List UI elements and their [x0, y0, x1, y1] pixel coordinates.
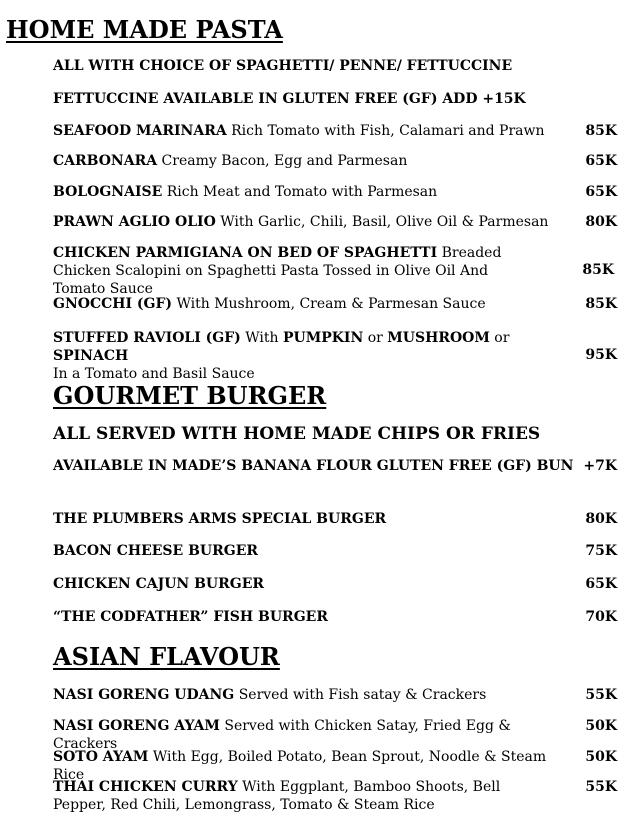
- item-price: 55K: [585, 779, 617, 795]
- item-name: SEAFOOD MARINARA: [53, 123, 227, 139]
- item-price: 95K: [585, 347, 617, 363]
- item-desc: With Garlic, Chili, Basil, Olive Oil & Parmesan: [215, 214, 549, 230]
- burger-note-gluten-free: AVAILABLE IN MADE’S BANANA FLOUR GLUTEN FREE (GF) BUN: [53, 458, 574, 474]
- menu-item-bacon-cheese-burger: [53, 542, 563, 560]
- item-desc: Served with Fish satay & Crackers: [234, 687, 487, 703]
- item-price: 65K: [585, 153, 617, 169]
- item-name: PRAWN AGLIO OLIO: [53, 214, 216, 230]
- item-name: BOLOGNAISE: [53, 184, 163, 200]
- item-name: BACON CHEESE BURGER: [53, 543, 259, 559]
- section-title-asian: ASIAN FLAVOUR: [53, 642, 280, 671]
- item-desc: In a Tomato and Basil Sauce: [53, 366, 255, 382]
- item-price: 85K: [585, 123, 617, 139]
- item-price: 80K: [585, 511, 617, 527]
- item-price: 65K: [585, 184, 617, 200]
- menu-item-chicken-parmigiana: [53, 244, 543, 298]
- menu-item-stuffed-ravioli: [53, 329, 563, 383]
- pasta-note-gluten-free: FETTUCCINE AVAILABLE IN GLUTEN FREE (GF) ADD +15K: [53, 91, 526, 107]
- menu-item-chicken-cajun-burger: [53, 575, 563, 593]
- pasta-note-choice: ALL WITH CHOICE OF SPAGHETTI/ PENNE/ FETTUCCINE: [53, 58, 513, 74]
- section-title-pasta: HOME MADE PASTA: [6, 15, 283, 44]
- item-name: CHICKEN PARMIGIANA ON BED OF SPAGHETTI: [53, 245, 438, 261]
- item-desc: or: [489, 330, 510, 346]
- item-desc: Rich Meat and Tomato with Parmesan: [162, 184, 438, 200]
- item-desc: Rich Tomato with Fish, Calamari and Prawn: [226, 123, 545, 139]
- item-price: 55K: [585, 687, 617, 703]
- item-name: THE PLUMBERS ARMS SPECIAL BURGER: [53, 511, 387, 527]
- item-name: “THE CODFATHER” FISH BURGER: [53, 609, 328, 625]
- menu-item-codfather-fish-burger: [53, 608, 563, 626]
- menu-item-gnocchi: [53, 295, 563, 313]
- item-name: GNOCCHI (GF): [53, 296, 173, 312]
- item-price: 50K: [585, 718, 617, 734]
- item-name: CHICKEN CAJUN BURGER: [53, 576, 265, 592]
- ravioli-option-pumpkin: PUMPKIN: [282, 330, 364, 346]
- item-price: 70K: [585, 609, 617, 625]
- item-price: 50K: [585, 749, 617, 765]
- item-price: 65K: [585, 576, 617, 592]
- item-desc: With: [240, 330, 283, 346]
- menu-item-prawn-aglio-olio: [53, 213, 563, 231]
- item-price: 75K: [585, 543, 617, 559]
- item-desc: With Eggplant, Bamboo Shoots, Bell Pepper, Red Chili, Lemongrass, Tomato & Steam Rice: [53, 779, 501, 813]
- item-name: THAI CHICKEN CURRY: [53, 779, 238, 795]
- menu-item-seafood-marinara: [53, 122, 563, 140]
- item-desc: With Egg, Boiled Potato, Bean Sprout, Noodle & Steam Rice: [53, 749, 547, 783]
- menu-item-plumbers-arms-burger: [53, 510, 563, 528]
- section-title-burger: GOURMET BURGER: [53, 381, 327, 410]
- item-desc: With Mushroom, Cream & Parmesan Sauce: [172, 296, 486, 312]
- burger-note-price: +7K: [583, 458, 617, 474]
- menu-item-bolognaise: [53, 183, 563, 201]
- item-name: SOTO AYAM: [53, 749, 149, 765]
- item-name: NASI GORENG AYAM: [53, 718, 220, 734]
- item-name: NASI GORENG UDANG: [53, 687, 235, 703]
- burger-note-chips: ALL SERVED WITH HOME MADE CHIPS OR FRIES: [53, 424, 541, 444]
- item-price: 85K: [585, 296, 617, 312]
- item-desc: Breaded Chicken Scalopini on Spaghetti Pasta Tossed in Olive Oil And Tomato Sauce: [53, 245, 502, 297]
- item-name: CARBONARA: [53, 153, 158, 169]
- item-desc: or: [363, 330, 388, 346]
- ravioli-option-mushroom: MUSHROOM: [387, 330, 490, 346]
- menu-item-carbonara: [53, 152, 563, 170]
- item-price: 80K: [585, 214, 617, 230]
- ravioli-option-spinach: SPINACH: [53, 348, 129, 364]
- menu-item-thai-chicken-curry: [53, 778, 543, 814]
- item-name: STUFFED RAVIOLI (GF): [53, 330, 241, 346]
- item-desc: Creamy Bacon, Egg and Parmesan: [157, 153, 408, 169]
- item-price: 85K: [582, 262, 614, 278]
- menu-item-nasi-goreng-udang: [53, 686, 563, 704]
- item-desc: Served with Chicken Satay, Fried Egg & Crackers: [53, 718, 511, 752]
